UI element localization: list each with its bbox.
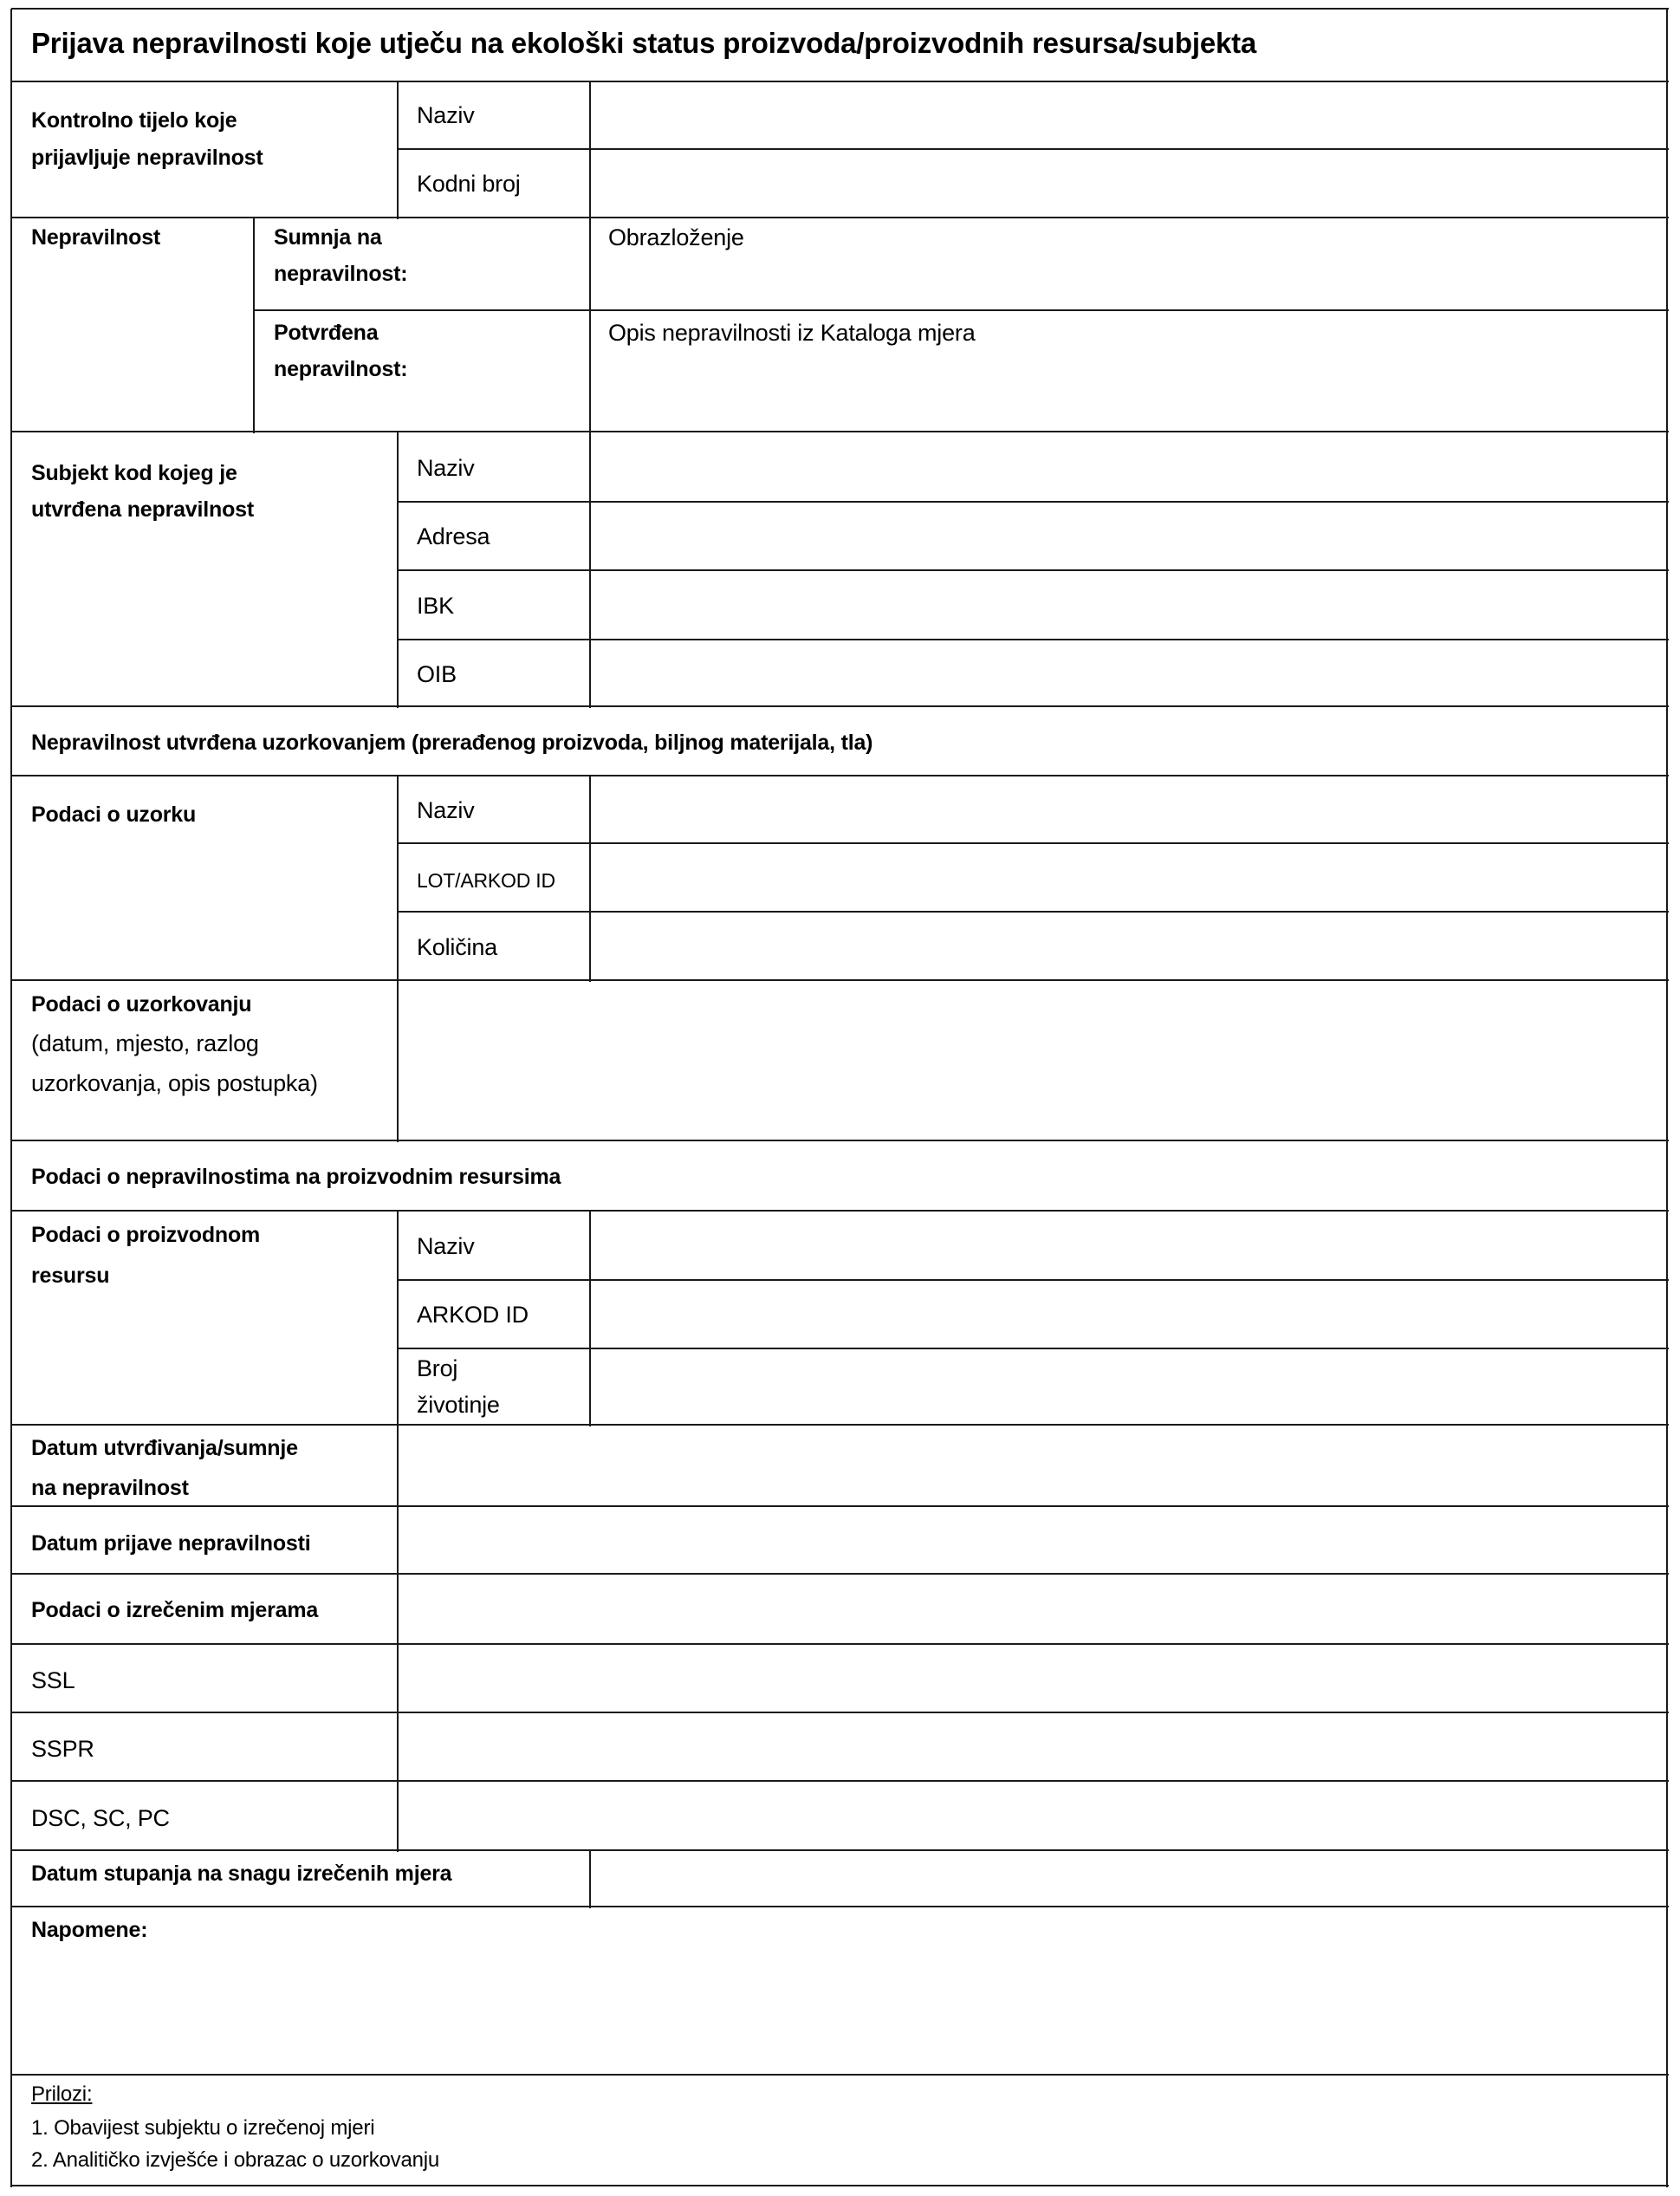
notes-field[interactable] [13, 1950, 1665, 2071]
subject-label: Subjekt kod kojeg je [31, 461, 237, 485]
subject-ibk-label: IBK [417, 593, 454, 619]
grid-line [397, 432, 399, 708]
resource-arkod-label: ARKOD ID [417, 1302, 529, 1328]
measure-ssl-label: SSL [31, 1667, 75, 1693]
sampling-section-heading: Nepravilnost utvrđena uzorkovanjem (prerađenog proizvoda, biljnog materijala, tla) [31, 731, 873, 755]
sample-label: Podaci o uzorku [31, 802, 197, 827]
resource-animals-label: Broj [417, 1355, 458, 1381]
sample-lot-label: LOT/ARKOD ID [417, 869, 555, 892]
grid-line [11, 81, 1669, 82]
grid-line [11, 1906, 1669, 1907]
grid-line [11, 1573, 1669, 1575]
grid-line [589, 432, 591, 708]
suspected-label: nepravilnost: [274, 262, 408, 286]
resource-label: resursu [31, 1264, 110, 1288]
grid-line [397, 776, 399, 1142]
grid-line [1666, 9, 1668, 2187]
control-body-code-field[interactable] [592, 151, 1665, 216]
control-body-name-field[interactable] [592, 83, 1665, 147]
grid-line [589, 1850, 591, 1908]
control-body-code-label: Kodni broj [417, 171, 521, 197]
subject-address-label: Adresa [417, 523, 490, 549]
resources-section-heading: Podaci o nepravilnostima na proizvodnim resursima [31, 1165, 561, 1189]
sample-quantity-label: Količina [417, 934, 497, 960]
explanation-field[interactable]: Obrazloženje [608, 224, 744, 250]
grid-line [11, 775, 1669, 776]
confirmed-label: Potvrđena [274, 321, 379, 345]
measure-dsc-label: DSC, SC, PC [31, 1805, 170, 1831]
control-body-name-label: Naziv [417, 102, 475, 128]
irregularity-label: Nepravilnost [31, 225, 161, 250]
grid-line [11, 1210, 1669, 1212]
date-effective-label: Datum stupanja na snagu izrečenih mjera [31, 1861, 452, 1886]
grid-line [11, 1424, 1669, 1426]
subject-oib-label: OIB [417, 661, 457, 687]
grid-line [11, 979, 1669, 981]
resource-animals-label: životinje [417, 1392, 500, 1418]
grid-line [397, 81, 399, 219]
measure-sspr-label: SSPR [31, 1736, 94, 1762]
control-body-label: Kontrolno tijelo koje [31, 108, 237, 133]
grid-line [11, 2074, 1669, 2076]
sampling-description: (datum, mjesto, razlog [31, 1030, 259, 1056]
grid-line [11, 1712, 1669, 1713]
grid-line [10, 9, 12, 2187]
grid-line [397, 1211, 399, 1852]
confirmed-label: nepravilnost: [274, 357, 408, 381]
date-found-label: Datum utvrđivanja/sumnje [31, 1436, 298, 1460]
grid-line [11, 1780, 1669, 1782]
notes-label: Napomene: [31, 1918, 148, 1942]
subject-label: utvrđena nepravilnost [31, 497, 254, 522]
grid-line [11, 8, 1669, 10]
attachments-label: Prilozi: [31, 2082, 93, 2106]
grid-line [253, 218, 255, 433]
grid-line [11, 1643, 1669, 1645]
attachment-item: 2. Analitičko izvješće i obrazac o uzorkovanju [31, 2148, 440, 2172]
resource-label: Podaci o proizvodnom [31, 1223, 261, 1247]
control-body-label: prijavljuje nepravilnost [31, 146, 263, 170]
grid-line [589, 1211, 591, 1426]
grid-line [11, 1140, 1669, 1141]
date-found-label: na nepravilnost [31, 1476, 189, 1500]
sampling-description: uzorkovanja, opis postupka) [31, 1070, 318, 1096]
sample-name-label: Naziv [417, 797, 475, 823]
grid-line [11, 1505, 1669, 1507]
grid-line [11, 217, 1669, 218]
catalog-description-field[interactable]: Opis nepravilnosti iz Kataloga mjera [608, 320, 976, 346]
form-title: Prijava nepravilnosti koje utječu na ekološki status proizvoda/proizvodnih resursa/subjekta [31, 27, 1257, 59]
date-report-label: Datum prijave nepravilnosti [31, 1531, 311, 1556]
grid-line [11, 2185, 1669, 2186]
grid-line [254, 309, 1669, 311]
subject-name-label: Naziv [417, 455, 475, 481]
grid-line [589, 776, 591, 982]
grid-line [11, 1849, 1669, 1851]
grid-line [589, 81, 591, 433]
grid-line [11, 431, 1669, 432]
grid-line [11, 705, 1669, 707]
attachment-item: 1. Obavijest subjektu o izrečenoj mjeri [31, 2116, 375, 2140]
suspected-label: Sumnja na [274, 225, 382, 250]
resource-name-label: Naziv [417, 1233, 475, 1259]
sampling-label: Podaci o uzorkovanju [31, 992, 252, 1017]
measures-section-heading: Podaci o izrečenim mjerama [31, 1598, 319, 1622]
